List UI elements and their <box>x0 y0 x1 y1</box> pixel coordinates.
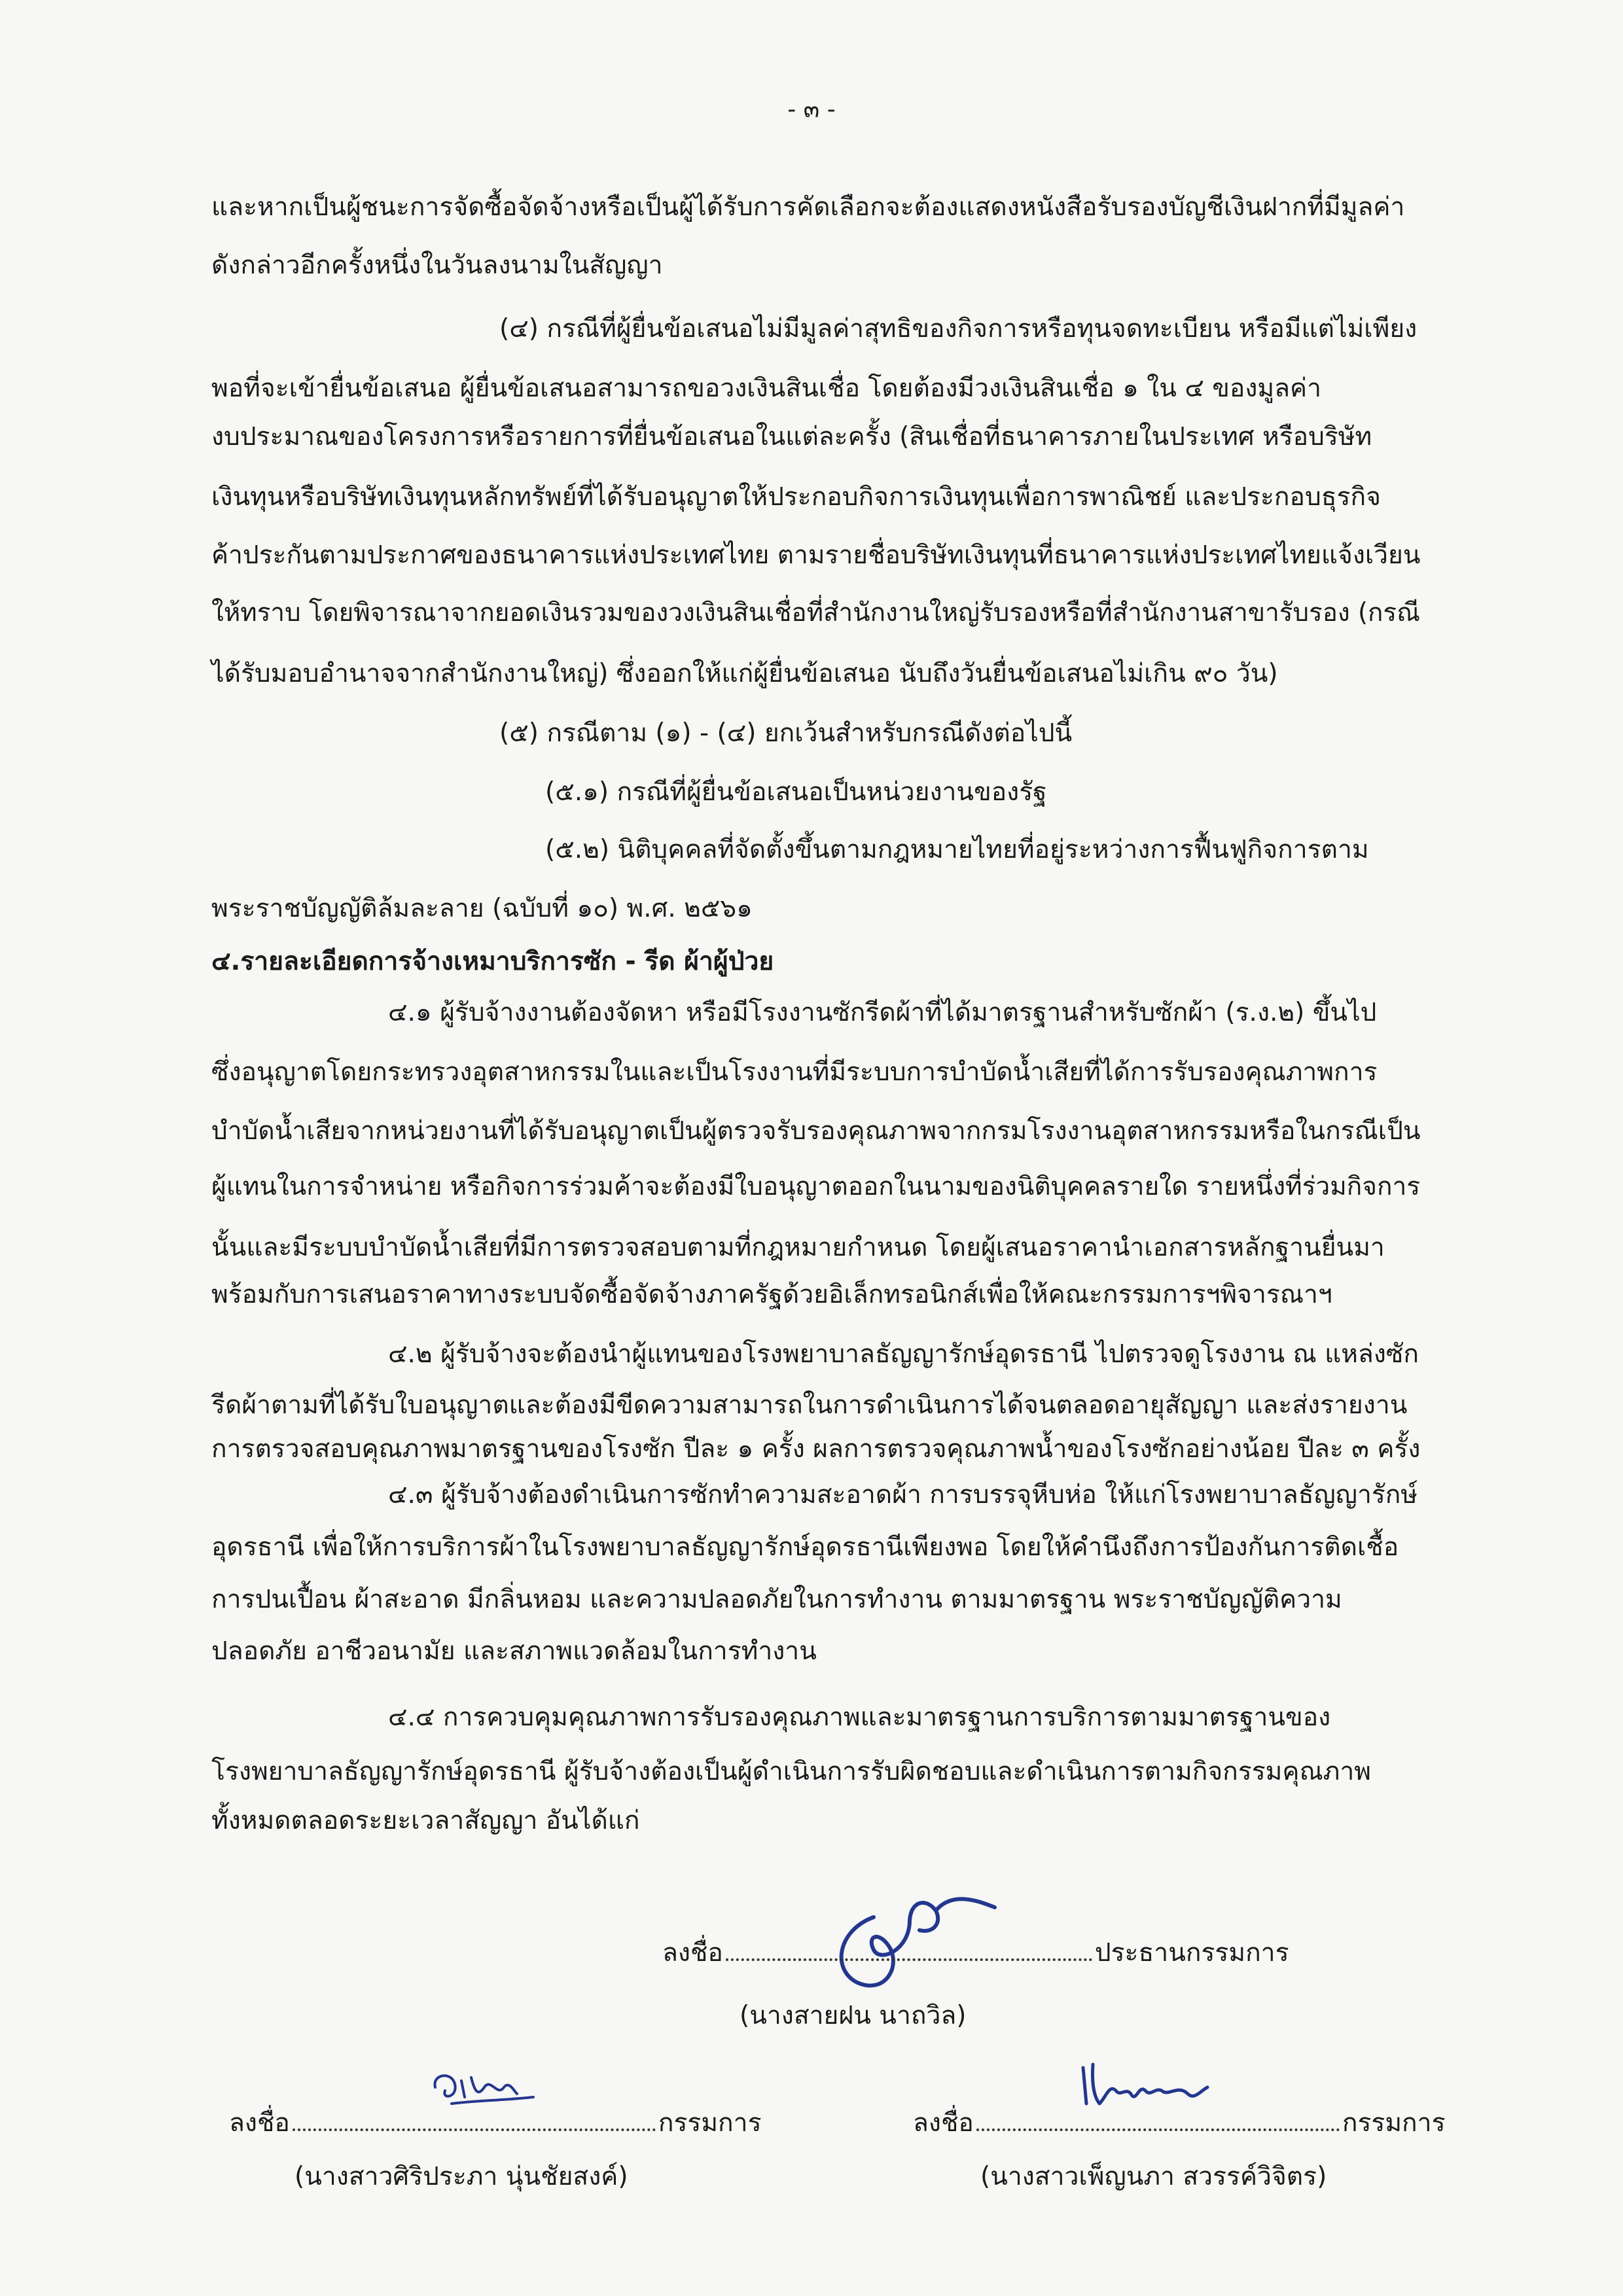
body-line: (๕.๑) กรณีที่ผู้ยื่นข้อเสนอเป็นหน่วยงานของรัฐ <box>545 777 1047 807</box>
body-line: รีดผ้าตามที่ได้รับใบอนุญาตและต้องมีขีดความสามารถในการดำเนินการได้จนตลอดอายุสัญญา และส่งรายงาน <box>211 1390 1408 1420</box>
body-line: การตรวจสอบคุณภาพมาตรฐานของโรงซัก ปีละ ๑ ครั้ง ผลการตรวจคุณภาพน้ำของโรงซักอย่างน้อย ปีละ ๓ ครั้ง <box>211 1434 1421 1464</box>
page-number: - ๓ - <box>787 96 836 123</box>
body-line: ค้าประกันตามประกาศของธนาคารแห่งประเทศไทย ตามรายชื่อบริษัทเงินทุนที่ธนาคารแห่งประเทศไทยแจ้งเวียน <box>211 540 1421 570</box>
body-line: (๕.๒) นิติบุคคลที่จัดตั้งขึ้นตามกฎหมายไทยที่อยู่ระหว่างการฟื้นฟูกิจการตาม <box>545 835 1369 864</box>
body-line: ทั้งหมดตลอดระยะเวลาสัญญา อันได้แก่ <box>211 1806 640 1835</box>
signature-dotted-line <box>726 1952 1092 1961</box>
right-signature-line <box>913 2106 1446 2141</box>
body-line: ได้รับมอบอำนาจจากสำนักงานใหญ่) ซึ่งออกให้แก่ผู้ยื่นข้อเสนอ นับถึงวันยื่นข้อเสนอไม่เกิน ๙๐ วัน) <box>211 659 1278 688</box>
chair-role: ประธานกรรมการ <box>1094 1938 1289 1968</box>
signature-dotted-line <box>976 2122 1340 2131</box>
chair-sign-prefix: ลงชื่อ <box>662 1938 723 1968</box>
signature-dotted-line <box>293 2122 656 2131</box>
left-role: กรรมการ <box>658 2108 762 2138</box>
body-line: ผู้แทนในการจำหน่าย หรือกิจการร่วมค้าจะต้องมีใบอนุญาตออกในนามของนิติบุคคลรายใด รายหนึ่งที่ร่วมกิจการ <box>211 1172 1421 1201</box>
right-sign-prefix: ลงชื่อ <box>913 2108 974 2138</box>
body-line: ๔.๓ ผู้รับจ้างต้องดำเนินการซักทำความสะอาดผ้า การบรรจุหีบห่อ ให้แก่โรงพยาบาลธัญญารักษ์ <box>388 1480 1418 1510</box>
body-line: งบประมาณของโครงการหรือรายการที่ยื่นข้อเสนอในแต่ละครั้ง (สินเชื่อที่ธนาคารภายในประเทศ หรือบริษัท <box>211 422 1372 451</box>
body-line: (๕) กรณีตาม (๑) - (๔) ยกเว้นสำหรับกรณีดังต่อไปนี้ <box>499 718 1073 748</box>
body-line: ๔.๑ ผู้รับจ้างงานต้องจัดหา หรือมีโรงงานซักรีดผ้าที่ได้มาตรฐานสำหรับซักผ้า (ร.ง.๒) ขึ้นไป <box>388 998 1377 1027</box>
right-role: กรรมการ <box>1342 2108 1446 2138</box>
body-line: พร้อมกับการเสนอราคาทางระบบจัดซื้อจัดจ้างภาครัฐด้วยอิเล็กทรอนิกส์เพื่อให้คณะกรรมการฯพิจารณาฯ <box>211 1280 1332 1309</box>
left-sign-prefix: ลงชื่อ <box>229 2108 290 2138</box>
body-line: ๔.๔ การควบคุมคุณภาพการรับรองคุณภาพและมาตรฐานการบริการตามมาตรฐานของ <box>388 1703 1331 1732</box>
body-line: ๔.๒ ผู้รับจ้างจะต้องนำผู้แทนของโรงพยาบาลธัญญารักษ์อุดรธานี ไปตรวจดูโรงงาน ณ แหล่งซัก <box>388 1339 1419 1369</box>
body-line: เงินทุนหรือบริษัทเงินทุนหลักทรัพย์ที่ได้รับอนุญาตให้ประกอบกิจการเงินทุนเพื่อการพาณิชย์ และประกอบธุรกิจ <box>211 482 1381 512</box>
body-line: พระราชบัญญัติล้มละลาย (ฉบับที่ ๑๐) พ.ศ. ๒๕๖๑ <box>211 894 753 923</box>
left-signature-line <box>229 2106 762 2141</box>
body-line: ปลอดภัย อาชีวอนามัย และสภาพแวดล้อมในการทำงาน <box>211 1636 817 1666</box>
body-line: พอที่จะเข้ายื่นข้อเสนอ ผู้ยื่นข้อเสนอสามารถขอวงเงินสินเชื่อ โดยต้องมีวงเงินสินเชื่อ ๑ ใน ๔ ของมูลค่า <box>211 374 1321 403</box>
body-line: การปนเปื้อน ผ้าสะอาด มีกลิ่นหอม และความปลอดภัยในการทำงาน ตามมาตรฐาน พระราชบัญญัติความ <box>211 1585 1342 1614</box>
chair-name: (นางสายฝน นาถวิล) <box>740 2001 967 2030</box>
body-line: โรงพยาบาลธัญญารักษ์อุดรธานี ผู้รับจ้างต้องเป็นผู้ดำเนินการรับผิดชอบและดำเนินการตามกิจกรรมคุณภาพ <box>211 1757 1371 1786</box>
body-line: นั้นและมีระบบบำบัดน้ำเสียที่มีการตรวจสอบตามที่กฎหมายกำหนด โดยผู้เสนอราคานำเอกสารหลักฐานยื่นมา <box>211 1233 1385 1262</box>
body-line: และหากเป็นผู้ชนะการจัดซื้อจัดจ้างหรือเป็นผู้ได้รับการคัดเลือกจะต้องแสดงหนังสือรับรองบัญชีเงินฝากที่มีมูลค่า <box>211 192 1405 222</box>
left-name: (นางสาวศิริประภา นุ่นชัยสงค์) <box>294 2162 628 2191</box>
body-line: ซึ่งอนุญาตโดยกระทรวงอุตสาหกรรมในและเป็นโรงงานที่มีระบบการบำบัดน้ำเสียที่ได้การรับรองคุณภาพการ <box>211 1057 1378 1087</box>
body-line: ดังกล่าวอีกครั้งหนึ่งในวันลงนามในสัญญา <box>211 251 663 280</box>
chair-signature-line <box>662 1935 1289 1971</box>
body-line: อุดรธานี เพื่อให้การบริการผ้าในโรงพยาบาลธัญญารักษ์อุดรธานีเพียงพอ โดยให้คำนึงถึงการป้องกันการติดเชื้อ <box>211 1532 1399 1562</box>
right-name: (นางสาวเพ็ญนภา สวรรค์วิจิตร) <box>980 2162 1327 2191</box>
body-line: บำบัดน้ำเสียจากหน่วยงานที่ได้รับอนุญาตเป็นผู้ตรวจรับรองคุณภาพจากกรมโรงงานอุตสาหกรรมหรือในกรณีเป็น <box>211 1116 1421 1146</box>
body-line: (๔) กรณีที่ผู้ยื่นข้อเสนอไม่มีมูลค่าสุทธิของกิจการหรือทุนจดทะเบียน หรือมีแต่ไม่เพียง <box>499 314 1418 344</box>
section-heading: ๔.รายละเอียดการจ้างเหมาบริการซัก - รีด ผ้าผู้ป่วย <box>211 947 774 976</box>
body-line: ให้ทราบ โดยพิจารณาจากยอดเงินรวมของวงเงินสินเชื่อที่สำนักงานใหญ่รับรองหรือที่สำนักงานสาขารับรอง (กรณี <box>211 598 1420 627</box>
